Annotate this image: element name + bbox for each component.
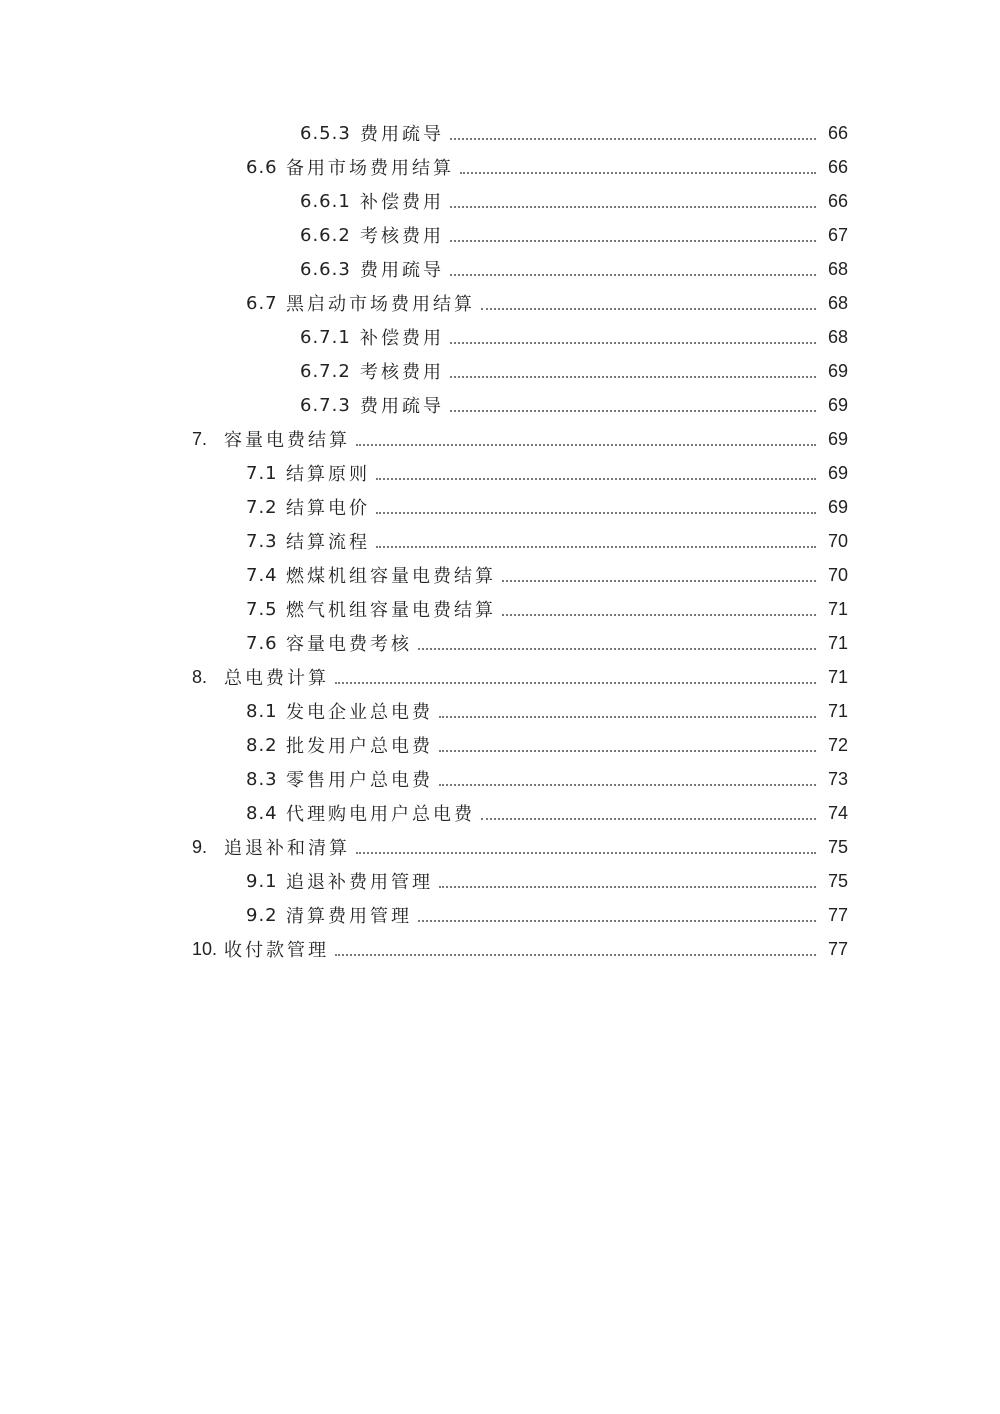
- toc-entry-page-number: 68: [827, 258, 848, 279]
- toc-entry[interactable]: [0, 864, 1000, 898]
- dot-leader: [450, 376, 816, 378]
- toc-entry-number: 9.: [192, 836, 208, 857]
- toc-entry-title: 补偿费用: [360, 192, 444, 213]
- dot-leader: [481, 308, 816, 310]
- toc-entry[interactable]: [0, 694, 1000, 728]
- toc-entry-page-number: 69: [827, 394, 848, 415]
- dot-leader: [439, 750, 816, 752]
- toc-entry-number: 6.6.1: [300, 190, 351, 212]
- toc-entry-title: 备用市场费用结算: [286, 158, 454, 179]
- dot-leader: [439, 716, 816, 718]
- toc-entry[interactable]: [0, 524, 1000, 558]
- toc-entry-title: 发电企业总电费: [286, 702, 433, 723]
- toc-entry[interactable]: [0, 796, 1000, 830]
- toc-entry[interactable]: [0, 592, 1000, 626]
- toc-entry-page-number: 68: [827, 292, 848, 313]
- toc-entry-title: 结算流程: [286, 532, 370, 553]
- toc-entry-page-number: 77: [827, 904, 848, 925]
- toc-entry-number: 6.7: [246, 292, 278, 314]
- dot-leader: [376, 546, 816, 548]
- toc-entry[interactable]: [0, 490, 1000, 524]
- toc-entry-page-number: 70: [827, 530, 848, 551]
- toc-entry-number: 8.1: [246, 700, 278, 722]
- toc-entry-title: 批发用户总电费: [286, 736, 433, 757]
- toc-entry[interactable]: [0, 150, 1000, 184]
- dot-leader: [481, 818, 816, 820]
- toc-entry-number: 6.6.3: [300, 258, 351, 280]
- toc-entry-number: 7.4: [246, 564, 278, 586]
- toc-entry-title: 总电费计算: [224, 668, 329, 689]
- dot-leader: [335, 682, 816, 684]
- toc-entry-page-number: 70: [827, 564, 848, 585]
- toc-entry-title: 补偿费用: [360, 328, 444, 349]
- table-of-contents: [0, 116, 1000, 966]
- toc-entry-page-number: 71: [827, 700, 848, 721]
- toc-entry-page-number: 68: [827, 326, 848, 347]
- toc-entry-title: 费用疏导: [360, 396, 444, 417]
- toc-entry-number: 10.: [192, 938, 218, 959]
- dot-leader: [450, 274, 816, 276]
- toc-entry-number: 7.2: [246, 496, 278, 518]
- toc-entry-title: 黑启动市场费用结算: [286, 294, 475, 315]
- toc-entry-page-number: 69: [827, 360, 848, 381]
- toc-entry[interactable]: [0, 422, 1000, 456]
- toc-entry[interactable]: [0, 218, 1000, 252]
- toc-entry-title: 燃煤机组容量电费结算: [286, 566, 496, 587]
- toc-entry-number: 8.4: [246, 802, 278, 824]
- toc-entry-page-number: 71: [827, 598, 848, 619]
- toc-entry-title: 收付款管理: [224, 940, 329, 961]
- toc-entry[interactable]: [0, 116, 1000, 150]
- toc-entry-page-number: 71: [827, 632, 848, 653]
- toc-entry-number: 8.3: [246, 768, 278, 790]
- toc-entry-number: 6.7.1: [300, 326, 351, 348]
- toc-entry-number: 9.1: [246, 870, 278, 892]
- toc-entry-title: 追退补和清算: [224, 838, 350, 859]
- toc-entry-title: 代理购电用户总电费: [286, 804, 475, 825]
- dot-leader: [418, 920, 816, 922]
- toc-entry-title: 考核费用: [360, 226, 444, 247]
- dot-leader: [356, 852, 816, 854]
- toc-entry-title: 容量电费结算: [224, 430, 350, 451]
- toc-entry-page-number: 73: [827, 768, 848, 789]
- toc-entry-number: 6.7.2: [300, 360, 351, 382]
- toc-entry[interactable]: [0, 660, 1000, 694]
- toc-entry-title: 清算费用管理: [286, 906, 412, 927]
- toc-entry[interactable]: [0, 762, 1000, 796]
- toc-entry-page-number: 66: [827, 190, 848, 211]
- dot-leader: [450, 240, 816, 242]
- toc-entry[interactable]: [0, 456, 1000, 490]
- toc-entry-page-number: 69: [827, 462, 848, 483]
- toc-entry-title: 结算原则: [286, 464, 370, 485]
- dot-leader: [450, 206, 816, 208]
- dot-leader: [335, 954, 816, 956]
- toc-entry[interactable]: [0, 932, 1000, 966]
- toc-entry-number: 8.2: [246, 734, 278, 756]
- dot-leader: [450, 342, 816, 344]
- dot-leader: [439, 784, 816, 786]
- toc-entry-page-number: 66: [827, 122, 848, 143]
- toc-entry-page-number: 71: [827, 666, 848, 687]
- toc-entry-title: 结算电价: [286, 498, 370, 519]
- dot-leader: [439, 886, 816, 888]
- toc-entry-title: 燃气机组容量电费结算: [286, 600, 496, 621]
- toc-entry-title: 费用疏导: [360, 260, 444, 281]
- toc-entry[interactable]: [0, 728, 1000, 762]
- dot-leader: [356, 444, 816, 446]
- toc-entry[interactable]: [0, 252, 1000, 286]
- dot-leader: [502, 614, 816, 616]
- dot-leader: [460, 172, 816, 174]
- toc-entry[interactable]: [0, 320, 1000, 354]
- dot-leader: [450, 138, 816, 140]
- toc-entry-number: 7.: [192, 428, 208, 449]
- toc-entry-page-number: 72: [827, 734, 848, 755]
- toc-entry-title: 费用疏导: [360, 124, 444, 145]
- toc-entry[interactable]: [0, 830, 1000, 864]
- toc-entry-page-number: 75: [827, 870, 848, 891]
- toc-entry-number: 6.7.3: [300, 394, 351, 416]
- toc-entry-title: 考核费用: [360, 362, 444, 383]
- toc-entry-title: 追退补费用管理: [286, 872, 433, 893]
- toc-entry-number: 6.6.2: [300, 224, 351, 246]
- toc-entry[interactable]: [0, 626, 1000, 660]
- dot-leader: [418, 648, 816, 650]
- toc-entry-page-number: 74: [827, 802, 848, 823]
- dot-leader: [450, 410, 816, 412]
- toc-entry-page-number: 69: [827, 428, 848, 449]
- toc-entry[interactable]: [0, 184, 1000, 218]
- toc-entry-page-number: 69: [827, 496, 848, 517]
- toc-entry[interactable]: [0, 388, 1000, 422]
- toc-entry-title: 零售用户总电费: [286, 770, 433, 791]
- dot-leader: [376, 478, 816, 480]
- toc-entry-title: 容量电费考核: [286, 634, 412, 655]
- toc-entry-page-number: 66: [827, 156, 848, 177]
- toc-entry-number: 7.1: [246, 462, 278, 484]
- toc-entry[interactable]: [0, 898, 1000, 932]
- toc-entry-number: 9.2: [246, 904, 278, 926]
- toc-entry-number: 8.: [192, 666, 208, 687]
- toc-entry-number: 7.6: [246, 632, 278, 654]
- toc-entry-number: 6.6: [246, 156, 278, 178]
- toc-entry-number: 7.3: [246, 530, 278, 552]
- toc-entry-page-number: 67: [827, 224, 848, 245]
- toc-entry-number: 7.5: [246, 598, 278, 620]
- toc-entry[interactable]: [0, 354, 1000, 388]
- toc-entry[interactable]: [0, 558, 1000, 592]
- toc-entry[interactable]: [0, 286, 1000, 320]
- toc-entry-page-number: 77: [827, 938, 848, 959]
- toc-entry-page-number: 75: [827, 836, 848, 857]
- dot-leader: [376, 512, 816, 514]
- toc-entry-number: 6.5.3: [300, 122, 351, 144]
- dot-leader: [502, 580, 816, 582]
